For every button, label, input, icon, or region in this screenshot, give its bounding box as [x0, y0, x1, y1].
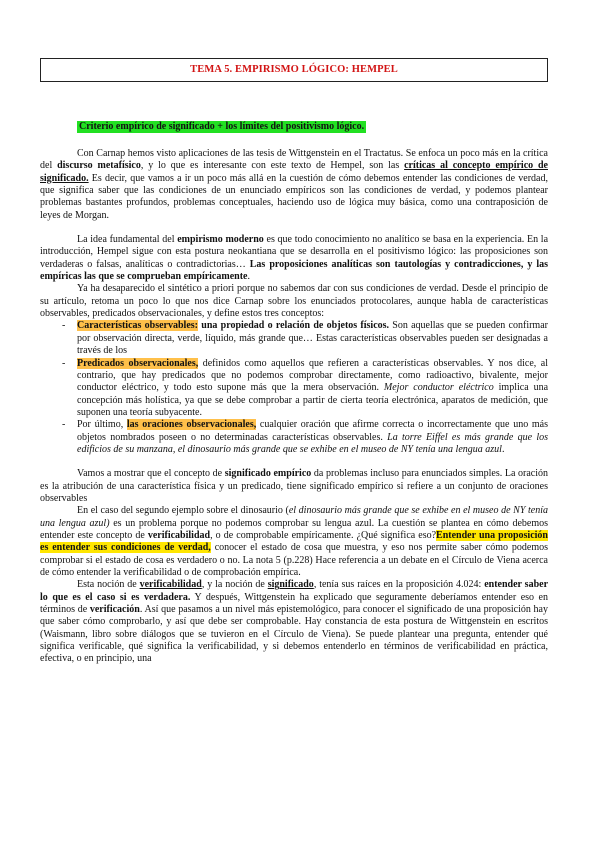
text-run-italic: La torre Eiffel es más grande que los edificios de su manzana, el dinosaurio más grande que se exhibe en el museo de NY tenía una lengua azul [77, 431, 548, 455]
highlight-predicados: Predicados observacionales, [77, 357, 199, 369]
page-title: TEMA 5. EMPIRISMO LÓGICO: HEMPEL [190, 64, 398, 75]
paragraph-verificabilidad [40, 579, 548, 665]
highlight-oraciones: las oraciones observacionales, [126, 419, 257, 431]
highlight-caracteristicas: Características observables: [77, 320, 198, 332]
term-significado: significado [267, 579, 314, 591]
text-run: definidos como aquellos que refieren a características observables. Y nos dice, al contrario, que hay predicados que no podemos comprobar directamente, como radioactivo, bivalente, mejor conductor eléctrico, y todo esto supone más que la mera observación. [77, 357, 548, 394]
text-run: una propiedad o relación de objetos físicos. [198, 320, 390, 332]
text-run: da problemas incluso para enunciados simples. La oración es la atribución de una característica física y un predicado, tiene significado empírico si refiere a un conjunto de oraciones observables [40, 468, 548, 504]
text-run: . [247, 271, 250, 283]
text-run: En el caso del segundo ejemplo sobre el dinosaurio ( [77, 505, 289, 517]
text-run: Y después, Wittgenstein ha explicado que seguramente deberíamos entender eso en términos de [40, 591, 548, 616]
paragraph-carnap [40, 148, 548, 222]
text-run: cualquier oración que afirme correcta o incorrectamente que uno más objetos nombrados poseen o no determinadas características observables. [77, 419, 548, 443]
text-run: Con Carnap hemos visto aplicaciones de las tesis de Wittgenstein en el Tractatus. Se enfoca un poco más en la crítica del [40, 148, 548, 172]
text-run: , tenía sus raíces en la proposición 4.024: [313, 579, 485, 591]
text-run: Vamos a mostrar que el concepto de [77, 468, 225, 480]
text-run-italic: el dinosaurio más grande que se exhibe en el museo de NY tenía una lengua azul) [40, 505, 548, 529]
text-run: implica una concepción más holística, ya que se debe comprobar a partir de cierta teoría electrónica, aparatos de medición, que suponen una teoría subyacente. [77, 382, 549, 418]
paragraph-dinosaurio [40, 505, 548, 579]
text-run: , y lo que es interesante con este texto de Hempel, son las [140, 160, 405, 172]
section-subtitle: Criterio empírico de significado + los límites del positivismo lógico. [79, 121, 365, 132]
definitions-list [40, 320, 548, 456]
paragraph-empirismo-moderno [40, 234, 548, 283]
text-run: Es decir, que vamos a ir un poco más allá en la cuestión de cómo debemos entender las condiciones de verdad, que significa saber que las condiciones de un enunciado empíricos son las condiciones de verdad, y podemos plantear problemas bastantes profundos, problemas conceptuales, haciendo uso de lógica muy básica, como una contraposición de leyes de Morgan. [40, 172, 548, 221]
list-item [40, 320, 548, 357]
term-entender-saber: entender saber lo que es el caso si es verdadera. [40, 579, 549, 603]
text-run: , y la noción de [201, 579, 268, 591]
term-proposiciones-analiticas: Las proposiciones analíticas son tautologías y contradicciones, y las empíricas las que se comprueban empíricamente [40, 258, 548, 283]
title-box [40, 58, 548, 82]
term-verificabilidad: verificabilidad [147, 529, 211, 541]
list-item [40, 358, 548, 420]
text-run: Por último, [77, 419, 127, 431]
text-run: La idea fundamental del [77, 234, 178, 246]
text-run: es un problema porque no podemos comprobar su lengua azul. La cuestión se plantea en cómo debemos entender este concepto de [40, 517, 549, 541]
paragraph-significado-empirico [40, 468, 548, 505]
text-run: es que todo conocimiento no analítico se basa en la experiencia. En la introducción, Hempel sigue con esta postura neokantiana que se desarrolla en el positivismo lógico: las proposiciones son verdaderas o falsas, analíticas o contradictorias… [40, 234, 549, 270]
term-significado-empirico: significado empírico [224, 468, 312, 480]
term-criticas-significado: críticas al concepto empírico de significado. [40, 160, 548, 184]
text-run: . [501, 443, 505, 455]
term-discurso-metafisico: discurso metafísico [57, 160, 141, 172]
list-item [40, 419, 548, 456]
text-run: conocer el estado de cosa que muestra, y eso nos permite saber cómo podemos comprobar si el estado de cosa es verdadero o no. La nota 5 (p.228) Hace referencia a un debate en el Círculo de Viena acerca de cómo entender la verificabilidad o de comprobación empírica. [40, 542, 548, 578]
text-run: Son aquellas que se pueden confirmar por observación directa, verde, líquido, más grande que… Estas características observables pueden ser designadas a través de los [77, 320, 548, 357]
term-verificabilidad: verificabilidad [139, 579, 202, 591]
highlight-entender-proposicion: Entender una proposición es entender sus condiciones de verdad, [40, 529, 548, 554]
text-run-italic: Mejor conductor eléctrico [383, 382, 494, 394]
document-body [40, 148, 548, 666]
text-run: . Así que pasamos a un nivel más epistemológico, para conocer el significado de una proposición hay que saber cómo comprobarlo, y así que debe ser comprobable. Hay constancia de esta postura de Wittgenstein en escritos (Waismann, libro sobre diálogos que se tuvieron en el Círculo de Viena). Se puede plantear una pregunta, entender qué significa verificable, qué significa la verificabilidad, y si debemos entenderlo en términos de verificabilidad en práctica, efectiva, o en principio, una [40, 604, 548, 665]
paragraph-sintetico-a-priori: Ya ha desaparecido el sintético a priori porque no sabemos dar con sus condiciones de verdad. Desde el principio de su artículo, retoma un poco lo que nos dice Carnap sobre los enunciados protocolares, aunque habla de características observables, predicados observacionales, y define estos tres conceptos: [40, 283, 548, 320]
term-empirismo-moderno: empirismo moderno [177, 234, 264, 246]
term-verificacion: verificación [89, 604, 140, 616]
text-run: , o de comprobable empíricamente. ¿Qué significa eso? [210, 529, 437, 541]
text-run: Esta noción de [77, 579, 140, 591]
